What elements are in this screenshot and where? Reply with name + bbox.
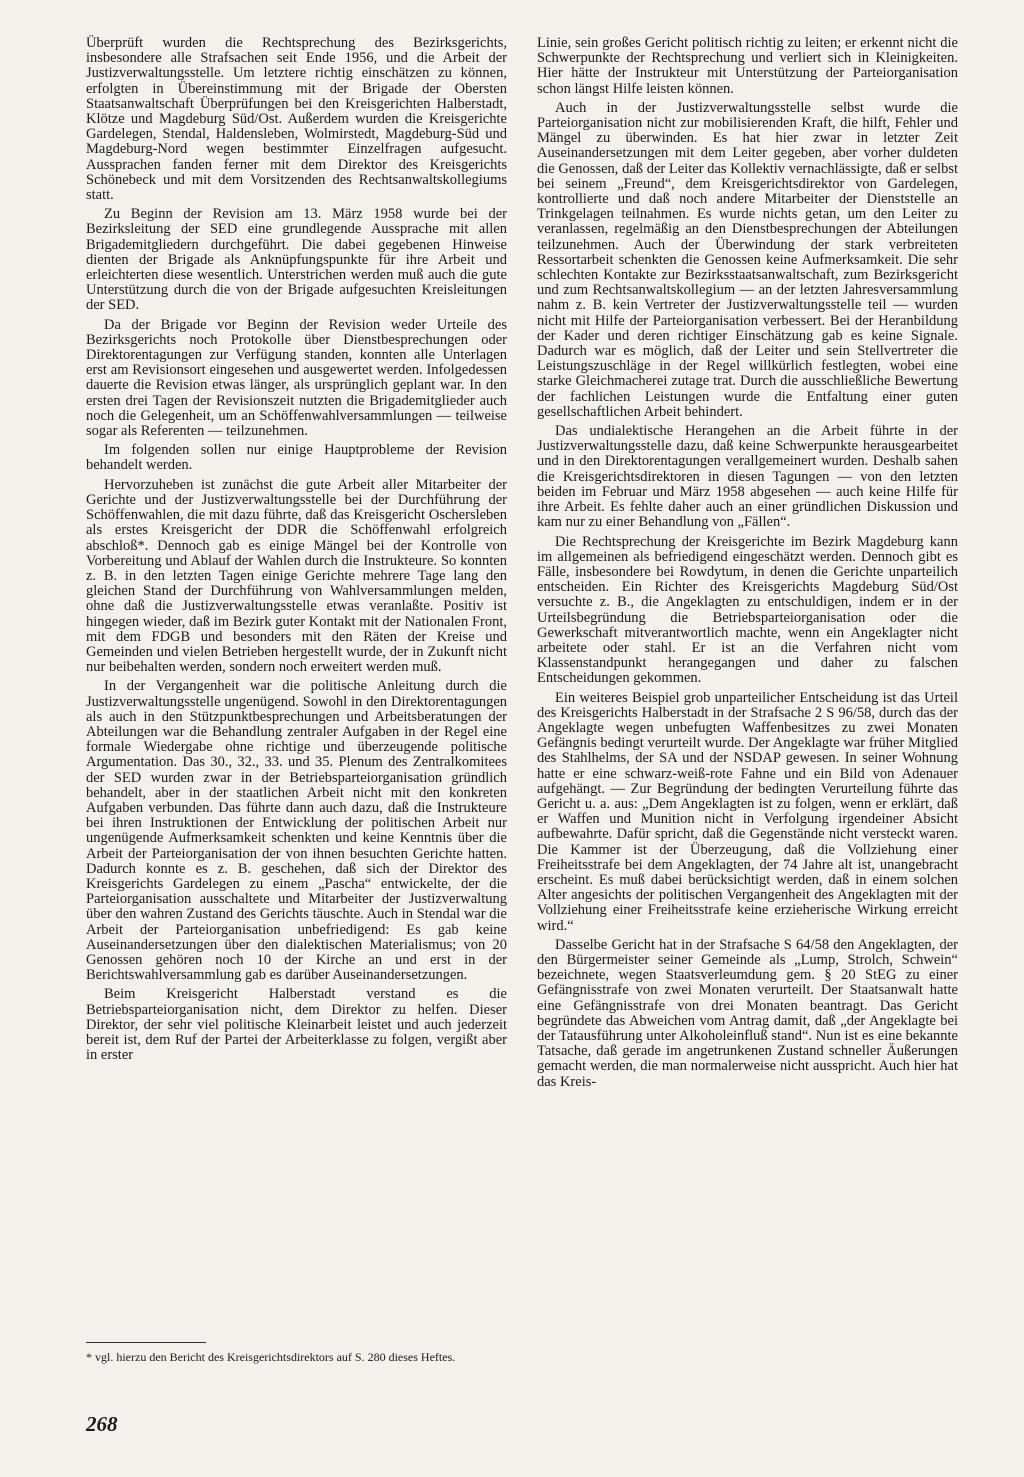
paragraph: Hervorzuheben ist zunächst die gute Arbeit aller Mitarbeiter der Gerichte und der Justizverwaltungsstelle bei der Durchführung der Schöffenwahlen, die mit dazu führte, daß das Kreisgericht Oschersleben als erstes Kreisgericht der DDR die Schöffenwahl erfolgreich abschloß*. Dennoch gab es einige Mängel bei der Kontrolle von Vorbereitung und Ablauf der Wahlen durch die Instrukteure. So konnten z. B. in den letzten Tagen einige Gerichte mehrere Tage lang den gleichen Stand der Durchführung von Wahlversammlungen melden, ohne daß die Justizverwaltungsstelle etwas veranlaßte. Positiv ist hingegen wieder, daß im Bezirk guter Kontakt mit der Nationalen Front, mit dem FDGB und besonders mit den Räten der Kreise und Gemeinden und vielen Betrieben hergestellt wurde, der in Zukunft nicht nur beibehalten werden, sondern noch erweitert werden muß.: [86, 476, 507, 676]
paragraph: In der Vergangenheit war die politische Anleitung durch die Justizverwaltungsstelle ungenügend. Sowohl in den Direktorentagungen als auch in den Stützpunktbesprechungen und Arbeitsberatungen der Abteilungen war die Behandlung zentraler Aufgaben in der Regel eine formale Wiedergabe ohne richtige und überzeugende politische Argumentation. Das 30., 32., 33. und 35. Plenum des Zentralkomitees der SED wurden zwar in der Betriebsparteiorganisation gründlich behandelt, aber in der staatlichen Arbeit nicht mit den konkreten Aufgaben verbunden. Das führte dann auch dazu, daß die Instrukteure bei ihren Instruktionen der Entwicklung der politischen Arbeit nur ungenügende Aufmerksamkeit schenkten und keine Kenntnis über die Arbeit der Parteiorganisation der von ihnen besuchten Gerichte hatten. Dadurch konnte es z. B. geschehen, daß sich der Direktor des Kreisgerichts Gardelegen zu einem „Pascha“ entwickelte, der die Parteiorganisation ausschaltete und Mitarbeiter der Justizverwaltung über den wahren Zustand des Gerichts täuschte. Auch in Stendal war die Arbeit der Parteiorganisation unbefriedigend: Es gab keine Auseinandersetzungen über den dialektischen Materialismus; von 20 Genossen gehören noch 10 der Kirche an und erst in der Berichtswahlversammlung gab es darüber Auseinandersetzungen.: [86, 678, 507, 984]
paragraph: Dasselbe Gericht hat in der Strafsache S 64/58 den Angeklagten, der den Bürgermeister seiner Gemeinde als „Lump, Strolch, Schwein“ bezeichnete, wegen Staatsverleumdung gem. § 20 StEG zu einer Gefängnisstrafe von zwei Monaten verurteilt. Der Staatsanwalt hatte eine Gefängnisstrafe von drei Monaten beantragt. Das Gericht begründete das Abweichen vom Antrag damit, daß „der Angeklagte bei der Tatausführung unter Alkoholeinfluß stand“. Nun ist es eine bekannte Tatsache, daß gerade im angetrunkenen Zustand schneller Äußerungen gemacht werden, die man normalerweise nicht ausspricht. Auch hier hat das Kreis-: [537, 936, 958, 1090]
paragraph: Beim Kreisgericht Halberstadt verstand es die Betriebsparteiorganisation nicht, dem Direktor zu helfen. Dieser Direktor, der sehr viel politische Kleinarbeit leistet und auch jederzeit bereit ist, dem Ruf der Partei der Arbeiterklasse zu folgen, vergißt aber in erster: [86, 986, 507, 1064]
footnote-divider: [86, 1342, 206, 1343]
left-text-column: [86, 36, 507, 1067]
right-text-column: [537, 36, 958, 1094]
footnote: * vgl. hierzu den Bericht des Kreisgerichtsdirektors auf S. 280 dieses Heftes.: [86, 1350, 456, 1364]
paragraph: Auch in der Justizverwaltungsstelle selbst wurde die Parteiorganisation nicht zur mobilisierenden Kraft, die hilft, Fehler und Mängel zu überwinden. Es hat hier zwar in letzter Zeit Auseinandersetzungen mit dem Leiter gegeben, aber vorher duldeten die Genossen, daß der Leiter das Kollektiv vernachlässigte, daß er selbst bei seinem „Freund“, dem Kreisgerichtsdirektor von Gardelegen, kontrollierte und daß noch andere Mitarbeiter der Dienststelle an Trinkgelagen teilnahmen. Es wurde nichts getan, um den Leiter zu veranlassen, regelmäßig an den Dienstbesprechungen der Abteilungen teilzunehmen. Auch der Überwindung der stark verbreiteten Ressortarbeit schenkten die Genossen keine Aufmerksamkeit. Die sehr schlechten Kontakte zur Bezirksstaatsanwaltschaft, zum Bezirksgericht und zum Rechtsanwaltskollegium — an der letzten Jahresversammlung nahm z. B. kein Vertreter der Justizverwaltungsstelle teil — wurden nicht mit Hilfe der Parteiorganisation verbessert. Bei der Heranbildung der Kader und deren richtiger Einschätzung gab es keine Signale. Dadurch war es möglich, daß der Leiter und sein Stellvertreter die Leistungszuschläge in der Regel willkürlich festlegten, wobei eine starke Gleichmacherei zutage trat. Durch die ausschließliche Bewertung der fachlichen Leistungen wurde die Entfaltung einer guten gesellschaftlichen Arbeit behindert.: [537, 99, 958, 420]
paragraph: Im folgenden sollen nur einige Hauptprobleme der Revision behandelt werden.: [86, 442, 507, 474]
paragraph: Zu Beginn der Revision am 13. März 1958 wurde bei der Bezirksleitung der SED eine grundlegende Aussprache mit allen Brigademitgliedern durchgeführt. Die dabei gegebenen Hinweise dienten der Brigade als Anknüpfungspunkte für ihre Arbeit und erleichterten diese wesentlich. Unterstrichen werden muß auch die gute Unterstützung durch die von der Brigade aufgesuchten Kreisleitungen der SED.: [86, 206, 507, 314]
paragraph: Ein weiteres Beispiel grob unparteilicher Entscheidung ist das Urteil des Kreisgerichts Halberstadt in der Strafsache 2 S 96/58, durch das der Angeklagte wegen unbefugten Waffenbesitzes zu zwei Monaten Gefängnis bedingt verurteilt wurde. Der Angeklagte war früher Mitglied des Stahlhelms, der SA und der NSDAP gewesen. In seiner Wohnung hatte er eine schwarz-weiß-rote Fahne und ein Bild von Adenauer aufgehängt. — Zur Begründung der bedingten Verurteilung führte das Gericht u. a. aus: „Dem Angeklagten ist zu folgen, wenn er erklärt, daß er Waffen und Munition nicht in Verfolgung irgendeiner Absicht aufbewahrte. Dafür spricht, daß die Gegenstände nicht versteckt waren. Die Kammer ist der Überzeugung, daß die Vollziehung einer Freiheitsstrafe bei dem Angeklagten, der 74 Jahre alt ist, unangebracht erscheint. Es muß dabei berücksichtigt werden, daß in einem solchen Alter angesichts der politischen Vergangenheit des Angeklagten mit der Vollziehung einer Freiheitsstrafe keine erzieherische Wirkung erreicht wird.“: [537, 689, 958, 934]
paragraph: Überprüft wurden die Rechtsprechung des Bezirksgerichts, insbesondere alle Strafsachen seit Ende 1956, und die Arbeit der Justizverwaltungsstelle. Um letztere richtig einschätzen zu können, erfolgten in Übereinstimmung mit der Brigade der Obersten Staatsanwaltschaft Überprüfungen bei den Kreisgerichten Halberstadt, Klötze und Magdeburg Süd/Ost. Außerdem wurden die Kreisgerichte Gardelegen, Stendal, Haldensleben, Wolmirstedt, Magdeburg-Süd und Magdeburg-Nord wegen bestimmter Einzelfragen aufgesucht. Aussprachen fanden ferner mit dem Direktor des Kreisgerichts Schönebeck und mit dem Vorsitzenden des Rechtsanwaltskollegiums statt.: [86, 35, 507, 204]
paragraph: Das undialektische Herangehen an die Arbeit führte in der Justizverwaltungsstelle dazu, daß keine Schwerpunkte herausgearbeitet und in den Direktorentagungen verallgemeinert wurden. Deshalb sahen die Kreisgerichtsdirektoren in diesen Tagungen — von den letzten beiden im Februar und März 1958 abgesehen — auch keine Hilfe für ihre Arbeit. Es fehlte daher auch an einer gründlichen Diskussion und kam nur zu einer Behandlung von „Fällen“.: [537, 423, 958, 531]
paragraph-continuation: Linie, sein großes Gericht politisch richtig zu leiten; er erkennt nicht die Schwerpunkte der Rechtsprechung und verliert sich in Kleinigkeiten. Hier hätte der Instrukteur mit Unterstützung der Parteiorganisation schon längst Hilfe leisten können.: [537, 35, 958, 97]
paragraph: Da der Brigade vor Beginn der Revision weder Urteile des Bezirksgerichts noch Protokolle über Dienstbesprechungen oder Direktorentagungen zur Verfügung standen, konnten alle Unterlagen erst am Revisionsort eingesehen und ausgewertet werden. Infolgedessen dauerte die Revision etwas länger, als ursprünglich geplant war. In den ersten drei Tagen der Revisionszeit nutzten die Brigademitglieder auch noch die Gelegenheit, um an Schöffenwahlversammlungen — teilweise sogar als Referenten — teilzunehmen.: [86, 316, 507, 440]
page-number: 268: [86, 1412, 118, 1436]
paragraph: Die Rechtsprechung der Kreisgerichte im Bezirk Magdeburg kann im allgemeinen als befriedigend eingeschätzt werden. Dennoch gibt es Fälle, insbesondere bei Rowdytum, in denen die Gerichte unparteilich entscheiden. Ein Richter des Kreisgerichts Magdeburg Süd/Ost versuchte z. B., die Angeklagten zu entschuldigen, indem er in der Urteilsbegründung die Betriebsparteiorganisation oder die Gewerkschaft mitverantwortlich machte, wenn ein Angeklagter nicht arbeitete oder stahl. Er ist an die Verfahren nicht vom Klassenstandpunkt herangegangen und daher zu falschen Entscheidungen gekommen.: [537, 533, 958, 687]
